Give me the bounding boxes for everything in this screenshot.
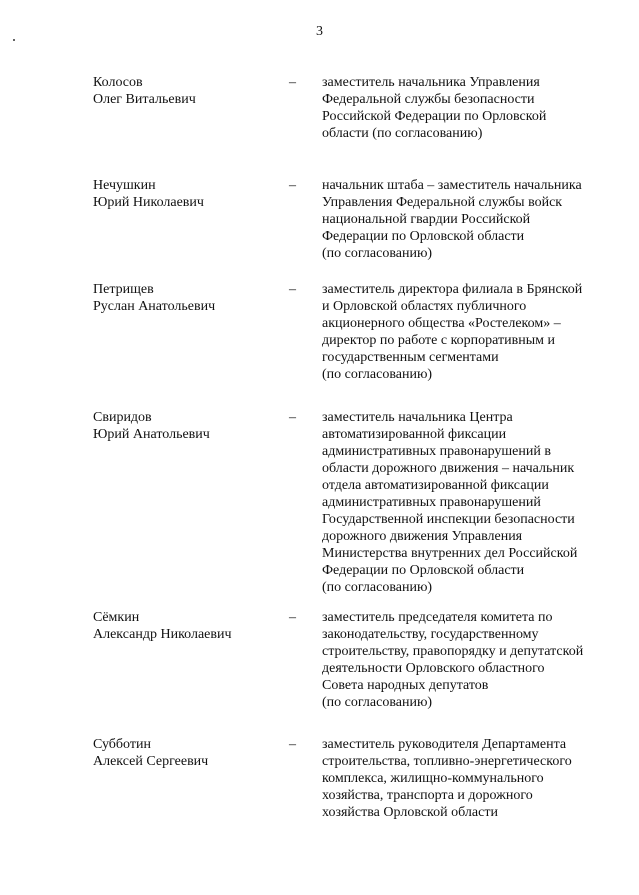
- member-position: [322, 281, 622, 383]
- position-line: (по согласованию): [322, 695, 433, 710]
- member-surname: Субботин: [93, 737, 151, 752]
- position-line: хозяйства, транспорта и дорожного: [322, 788, 533, 803]
- position-line: начальник штаба – заместитель начальника: [322, 178, 582, 193]
- member-name: [93, 281, 283, 315]
- position-line: строительству, правопорядку и депутатской: [322, 644, 584, 659]
- position-line: комплекса, жилищно-коммунального: [322, 771, 544, 786]
- scan-speck: [13, 39, 15, 41]
- position-line: заместитель руководителя Департамента: [322, 737, 567, 752]
- member-given-names: Александр Николаевич: [93, 627, 232, 642]
- member-position: [322, 609, 622, 711]
- member-given-names: Юрий Анатольевич: [93, 427, 210, 442]
- dash-separator: –: [289, 75, 296, 90]
- position-line: (по согласованию): [322, 246, 433, 261]
- position-line: Федеральной службы безопасности: [322, 92, 535, 107]
- position-line: директор по работе с корпоративным и: [322, 333, 555, 348]
- position-line: заместитель председателя комитета по: [322, 610, 553, 625]
- member-surname: Нечушкин: [93, 178, 156, 193]
- position-line: национальной гвардии Российской: [322, 212, 531, 227]
- dash-separator: –: [289, 178, 296, 193]
- member-surname: Петрищев: [93, 282, 154, 297]
- page-number: 3: [316, 24, 323, 39]
- position-line: автоматизированной фиксации: [322, 427, 507, 442]
- position-line: хозяйства Орловской области: [322, 805, 498, 820]
- position-line: и Орловской областях публичного: [322, 299, 527, 314]
- member-name: [93, 177, 283, 211]
- member-surname: Сёмкин: [93, 610, 140, 625]
- position-line: Федерации по Орловской области: [322, 563, 525, 578]
- member-position: [322, 736, 622, 821]
- member-name: [93, 74, 283, 108]
- position-line: Управления Федеральной службы войск: [322, 195, 563, 210]
- dash-separator: –: [289, 410, 296, 425]
- position-line: заместитель директора филиала в Брянской: [322, 282, 583, 297]
- member-position: [322, 74, 622, 142]
- position-line: заместитель начальника Центра: [322, 410, 513, 425]
- position-line: строительства, топливно-энергетического: [322, 754, 572, 769]
- position-line: законодательству, государственному: [322, 627, 539, 642]
- member-name: [93, 736, 283, 770]
- member-name: [93, 609, 283, 643]
- position-line: отдела автоматизированной фиксации: [322, 478, 549, 493]
- member-position: [322, 409, 622, 596]
- position-line: Государственной инспекции безопасности: [322, 512, 575, 527]
- dash-separator: –: [289, 282, 296, 297]
- member-given-names: Олег Витальевич: [93, 92, 196, 107]
- position-line: деятельности Орловского областного: [322, 661, 545, 676]
- member-given-names: Алексей Сергеевич: [93, 754, 209, 769]
- position-line: (по согласованию): [322, 580, 433, 595]
- member-surname: Колосов: [93, 75, 143, 90]
- position-line: акционерного общества «Ростелеком» –: [322, 316, 561, 331]
- position-line: (по согласованию): [322, 367, 433, 382]
- position-line: административных правонарушений: [322, 495, 541, 510]
- member-surname: Свиридов: [93, 410, 152, 425]
- position-line: области дорожного движения – начальник: [322, 461, 575, 476]
- position-line: области (по согласованию): [322, 126, 483, 141]
- member-position: [322, 177, 622, 262]
- position-line: заместитель начальника Управления: [322, 75, 540, 90]
- position-line: дорожного движения Управления: [322, 529, 523, 544]
- position-line: Совета народных депутатов: [322, 678, 489, 693]
- member-given-names: Юрий Николаевич: [93, 195, 204, 210]
- position-line: Федерации по Орловской области: [322, 229, 525, 244]
- member-given-names: Руслан Анатольевич: [93, 299, 216, 314]
- position-line: Министерства внутренних дел Российской: [322, 546, 578, 561]
- member-name: [93, 409, 283, 443]
- position-line: Российской Федерации по Орловской: [322, 109, 547, 124]
- position-line: государственным сегментами: [322, 350, 499, 365]
- dash-separator: –: [289, 737, 296, 752]
- position-line: административных правонарушений в: [322, 444, 551, 459]
- dash-separator: –: [289, 610, 296, 625]
